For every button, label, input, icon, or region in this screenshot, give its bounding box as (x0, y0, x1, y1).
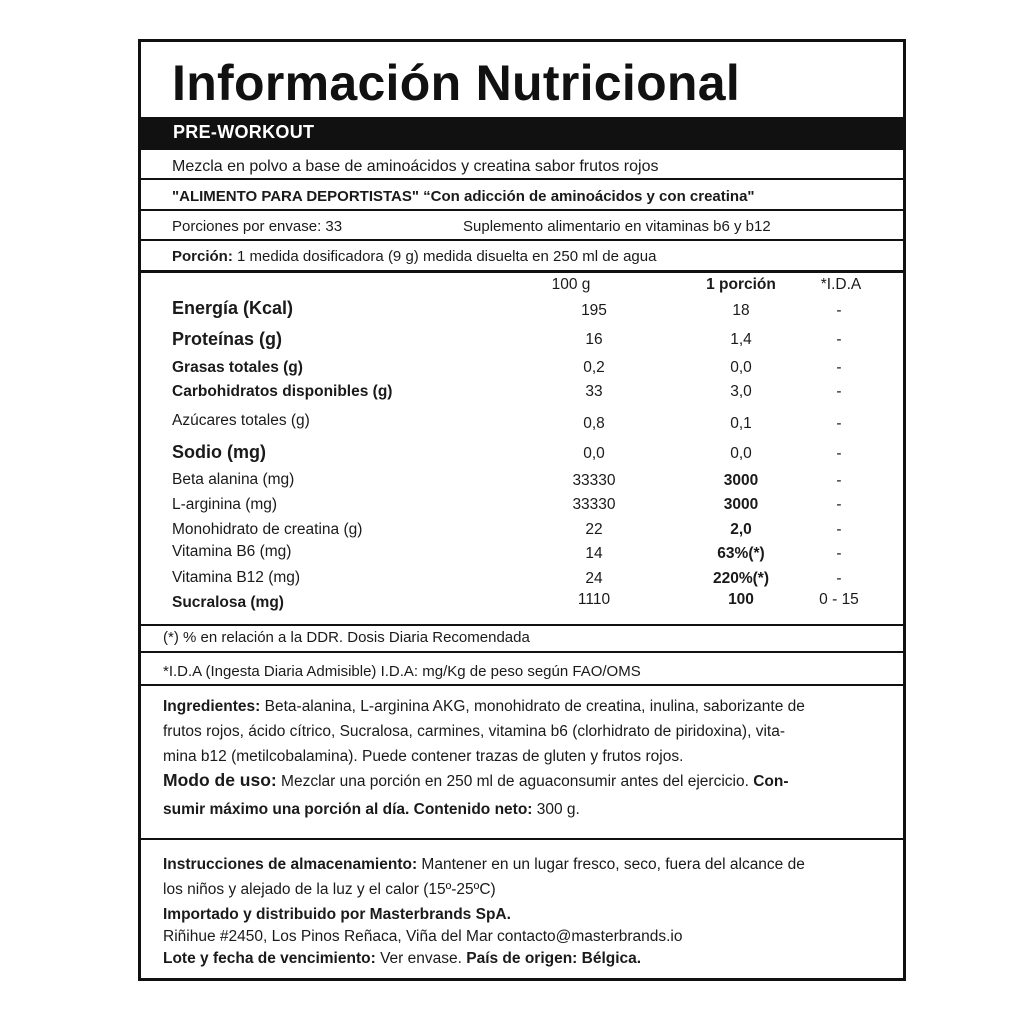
value-ida: - (836, 570, 842, 587)
divider (141, 209, 903, 211)
usage-label: Modo de uso: (163, 770, 277, 790)
value-portion: 3000 (723, 496, 759, 513)
col-header-100g: 100 g (551, 276, 591, 293)
value-portion: 63%(*) (717, 545, 765, 562)
col-header-portion: 1 porción (706, 276, 776, 293)
product-name: PRE-WORKOUT (173, 122, 315, 142)
divider (141, 624, 903, 626)
value-portion: 18 (732, 302, 750, 319)
divider (141, 651, 903, 653)
importer-text: Importado y distribuido por Masterbrands SpA. (163, 906, 511, 923)
nutrient-name: Sodio (mg) (172, 442, 266, 462)
nutrient-name: Vitamina B6 (mg) (172, 543, 292, 560)
origin-text: País de origen: Bélgica. (466, 950, 642, 967)
portion-label: Porción: (172, 248, 233, 265)
importer-block (163, 904, 888, 970)
ingredients-line: frutos rojos, ácido cítrico, Sucralosa, carmines, vitamina b6 (clorhidrato de piridoxina), vita- (163, 723, 785, 740)
value-portion: 220%(*) (713, 570, 769, 587)
usage-bold: Con- (753, 773, 789, 790)
divider (141, 684, 903, 686)
usage-block (163, 766, 888, 824)
col-header-ida: *I.D.A (820, 276, 862, 293)
value-ida: - (836, 496, 842, 513)
usage-bold: sumir máximo una porción al día. Contenido neto: (163, 801, 533, 818)
value-portion: 3,0 (730, 383, 752, 400)
usage-net: 300 g. (536, 801, 580, 818)
value-portion: 0,1 (730, 415, 752, 432)
nutrient-name: Proteínas (g) (172, 329, 283, 349)
value-portion: 0,0 (730, 445, 752, 462)
label-title: Información Nutricional (172, 55, 741, 111)
value-portion: 100 (728, 591, 754, 608)
nutrient-name: Sucralosa (mg) (172, 594, 284, 611)
lot-label: Lote y fecha de vencimiento: (163, 950, 376, 967)
value-ida: - (836, 521, 842, 538)
divider (141, 178, 903, 180)
value-ida: - (836, 472, 842, 489)
usage-text: Mezclar una porción en 250 ml de aguaconsumir antes del ejercicio. (281, 773, 749, 790)
value-100g: 22 (585, 521, 603, 538)
nutrition-label (138, 39, 906, 981)
ingredients-line: mina b12 (metilcobalamina). Puede contener trazas de gluten y frutos rojos. (163, 748, 684, 765)
nutrient-name: Energía (Kcal) (172, 298, 294, 318)
value-ida: - (836, 445, 842, 462)
ingredients-line: Beta-alanina, L-arginina AKG, monohidrato de creatina, inulina, saborizante de (264, 698, 805, 715)
nutrient-name: L-arginina (mg) (172, 496, 278, 513)
ingredients-label: Ingredientes: (163, 698, 261, 715)
servings-per-container: Porciones por envase: 33 (172, 218, 343, 235)
ida-note: *I.D.A (Ingesta Diaria Admisible) I.D.A: mg/Kg de peso según FAO/OMS (163, 663, 641, 680)
value-portion: 0,0 (730, 359, 752, 376)
storage-label: Instrucciones de almacenamiento: (163, 856, 418, 873)
value-ida: 0 - 15 (819, 591, 859, 608)
value-100g: 0,0 (583, 445, 605, 462)
nutrient-name: Azúcares totales (g) (172, 412, 310, 429)
supplement-info: Suplemento alimentario en vitaminas b6 y b12 (463, 218, 771, 235)
storage-line: Mantener en un lugar fresco, seco, fuera del alcance de (421, 856, 805, 873)
portion-row (172, 247, 656, 267)
value-100g: 14 (585, 545, 603, 562)
portion-text: 1 medida dosificadora (9 g) medida disuelta en 250 ml de agua (237, 248, 657, 265)
address-text: Riñihue #2450, Los Pinos Reñaca, Viña del Mar contacto@masterbrands.io (163, 928, 683, 945)
value-100g: 33330 (572, 472, 616, 489)
nutrient-name: Carbohidratos disponibles (g) (172, 383, 393, 400)
storage-block (163, 852, 888, 902)
product-bar (141, 117, 903, 150)
product-description: Mezcla en polvo a base de aminoácidos y creatina sabor frutos rojos (172, 158, 659, 175)
value-100g: 0,2 (583, 359, 605, 376)
value-portion: 1,4 (730, 331, 752, 348)
nutrient-name: Vitamina B12 (mg) (172, 569, 301, 586)
value-ida: - (836, 545, 842, 562)
value-100g: 33330 (572, 496, 616, 513)
value-ida: - (836, 383, 842, 400)
value-ida: - (836, 359, 842, 376)
divider (141, 838, 903, 840)
value-100g: 0,8 (583, 415, 605, 432)
nutrient-name: Beta alanina (mg) (172, 471, 295, 488)
value-100g: 16 (585, 331, 603, 348)
value-ida: - (836, 415, 842, 432)
claim-text: "ALIMENTO PARA DEPORTISTAS" “Con adicción de aminoácidos y con creatina" (172, 188, 755, 205)
value-portion: 3000 (723, 472, 759, 489)
value-100g: 195 (581, 302, 607, 319)
lot-text: Ver envase. (380, 950, 462, 967)
divider (141, 239, 903, 241)
ddr-note: (*) % en relación a la DDR. Dosis Diaria Recomendada (163, 629, 530, 646)
storage-line: los niños y alejado de la luz y el calor (15º-25ºC) (163, 881, 496, 898)
value-100g: 33 (585, 383, 603, 400)
value-ida: - (836, 302, 842, 319)
value-portion: 2,0 (730, 521, 752, 538)
nutrient-name: Monohidrato de creatina (g) (172, 521, 363, 538)
ingredients-block (163, 694, 888, 769)
divider (141, 270, 903, 273)
value-ida: - (836, 331, 842, 348)
value-100g: 1110 (577, 591, 611, 608)
nutrient-name: Grasas totales (g) (172, 359, 303, 376)
value-100g: 24 (585, 570, 603, 587)
